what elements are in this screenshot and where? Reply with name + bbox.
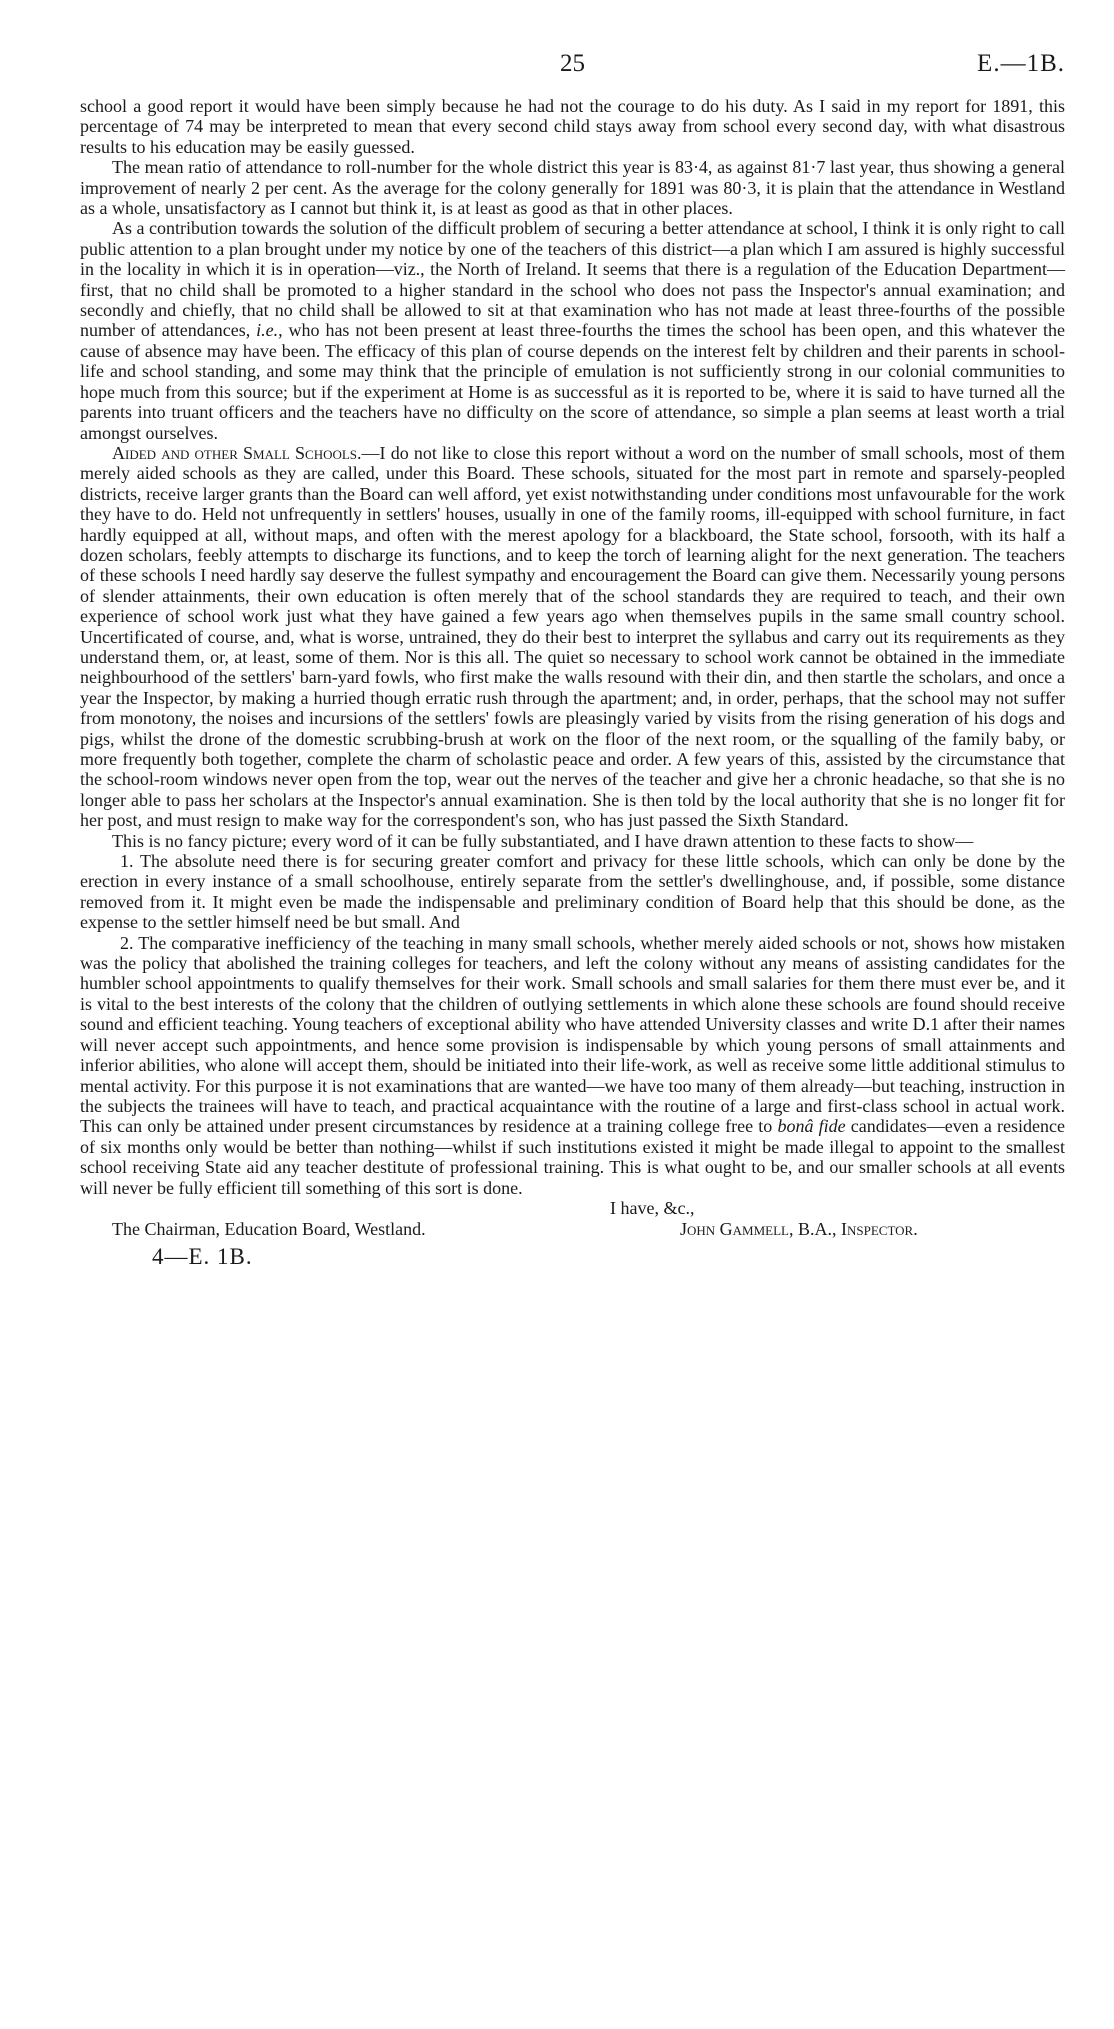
document-code: E.—1B.: [977, 50, 1065, 77]
signature-row: [80, 1219, 1065, 1240]
paragraph-small-schools: [80, 443, 1065, 831]
signatory: John Gammell, B.A., Inspector.: [680, 1218, 918, 1239]
addressee: The Chairman, Education Board, Westland.: [112, 1218, 426, 1239]
page-number: 25: [560, 50, 585, 77]
page-header: [80, 50, 1065, 96]
paragraph-continuation: school a good report it would have been simply because he had not the courage to do his duty. As I said in my report for 1891, this percentage of 74 may be interpreted to mean that every second child stays away from school every second day, with what disastrous results to his education may be easily guessed.: [80, 96, 1065, 157]
text-span: who has not been present at least three-fourths the times the school has been open, and this whatever the cause of absence may have been. The efficacy of this plan of course depends on the interest felt by children and their parents in school-life and school standing, and some may think that the principle of emulation is not sufficiently strong in our colonial communities to hope much from this source; but if the experiment at Home is as successful as it is reported to be, where it is said to have turned all the parents into truant officers and the teachers have no difficulty on the score of attendance, so simple a plan seems at least worth a trial amongst ourselves.: [80, 320, 1066, 443]
closing-block: [80, 1198, 1065, 1240]
paragraph-no-fancy-picture: This is no fancy picture; every word of it can be fully substantiated, and I have drawn attention to these facts to show—: [112, 830, 974, 851]
document-page: [80, 50, 1065, 1270]
text-span: candidates—even a residence of six months only would be better than nothing—whilst if such institutions existed it might be made illegal to appoint to the smallest school receiving State aid any teacher destitute of professional training. This is what ought to be, and our smaller schools at all events will never be fully efficient till something of this sort is done.: [80, 1116, 1066, 1198]
report-body: [80, 96, 1065, 1198]
italic-phrase: bonâ fide: [777, 1116, 846, 1137]
italic-phrase: i.e.,: [256, 320, 283, 341]
text-span: —I do not like to close this report without a word on the number of small schools, most of them merely aided schools as they are called, under this Board. These schools, situated for the most part in remote and sparsely-peopled districts, receive larger grants than the Board can well afford, yet exist notwithstanding under conditions most unfavourable for the work they have to do. Held not unfrequently in settlers' houses, usually in one of the family rooms, ill-equipped with school furniture, in fact hardly equipped at all, without maps, and often with the merest apology for a blackboard, the State school, forsooth, with its half a dozen scholars, feebly attempts to discharge its functions, and to keep the torch of learning alight for the next generation. The teachers of these schools I need hardly say deserve the fullest sympathy and encouragement the Board can give them. Necessarily young persons of slender attainments, their own education is often merely that of the school standards they are required to teach, and their own experience of school work just what they have gained a few years ago when themselves pupils in the same small country school. Uncertificated of course, and, what is worse, untrained, they do their best to interpret the syllabus and carry out its requirements as they understand them, or, at least, some of them. Nor is this all. The quiet so necessary to school work cannot be obtained in the immediate neighbourhood of the settlers' barn-yard fowls, who first make the walls resound with their din, and then startle the scholars, and once a year the Inspector, by making a hurried though erratic rush through the apartment; and, in order, perhaps, that the school may not suffer from monotony, the noises and incursions of the settlers' fowls are pleasingly varied by visits from the rising generation of his dogs and pigs, whilst the drone of the domestic scrubbing-brush at work on the floor of the next room, or the squalling of the family baby, or more frequently both together, complete the charm of scholastic peace and order. A few years of this, assisted by the circumstance that the school-room windows never open from the top, wear out the nerves of the teacher and give her a chronic headache, so that she is no longer able to pass her scholars at the Inspector's annual examination. She is then told by the local authority that she is no longer fit for her post, and must resign to make way for the correspondent's son, who has just passed the Sixth Standard.: [80, 442, 1065, 831]
text-span: As a contribution towards the solution of the difficult problem of securing a better attendance at school, I think it is only right to call public attention to a plan brought under my notice by one of the teachers of this district—a plan which I am assured is highly successful in the locality in which it is in operation—viz., the North of Ireland. It seems that there is a regulation of the Education Department—first, that no child shall be promoted to a higher standard in the school who does not pass the Inspector's annual examination; and secondly and chiefly, that no child shall be allowed to sit at that examination who has not made at least three-fourths of the possible number of attendances,: [80, 218, 1065, 341]
section-heading: Aided and other Small Schools.: [112, 442, 362, 463]
valediction-row: [80, 1198, 1065, 1219]
paragraph-attendance-ratio: The mean ratio of attendance to roll-number for the whole district this year is 83·4, as against 81·7 last year, thus showing a general improvement of nearly 2 per cent. As the average for the colony generally for 1891 was 80·3, it is plain that the attendance in Westland as a whole, unsatisfactory as I cannot but think it, is at least as good as that in other places.: [80, 157, 1065, 219]
numbered-point-2: [80, 933, 1065, 1198]
numbered-point-1: 1. The absolute need there is for securing greater comfort and privacy for these little schools, which can only be done by the erection in every instance of a small schoolhouse, entirely separate from the settler's dwellinghouse, and, if possible, some distance removed from it. It might even be made the indispensable and preliminary condition of Board help that this should be done, as the expense to the settler himself need be but small. And: [80, 851, 1065, 933]
valediction: I have, &c.,: [610, 1197, 695, 1218]
paragraph-attendance-plan: [80, 218, 1065, 442]
footer-code: 4—E. 1B.: [152, 1243, 253, 1269]
text-span: 2. The comparative inefficiency of the teaching in many small schools, whether merely aided schools or not, shows how mistaken was the policy that abolished the training colleges for teachers, and left the colony without any means of assisting candidates for the humbler school appointments to qualify themselves for their work. Small schools and small salaries for them there must ever be, and it is vital to the best interests of the colony that the children of outlying settlements in which alone these schools are found should receive sound and efficient teaching. Young teachers of exceptional ability who have attended University classes and write D.1 after their names will never accept such appointments, and hence some provision is indispensable by which young persons of small attainments and inferior abilities, who alone will accept them, should be initiated into their life-work, as well as receive some little additional stimulus to mental activity. For this purpose it is not examinations that are wanted—we have too many of them already—but teaching, instruction in the subjects the trainees will have to teach, and practical acquaintance with the routine of a large and first-class school in actual work. This can only be attained under present circumstances by residence at a training college free to: [80, 932, 1065, 1137]
